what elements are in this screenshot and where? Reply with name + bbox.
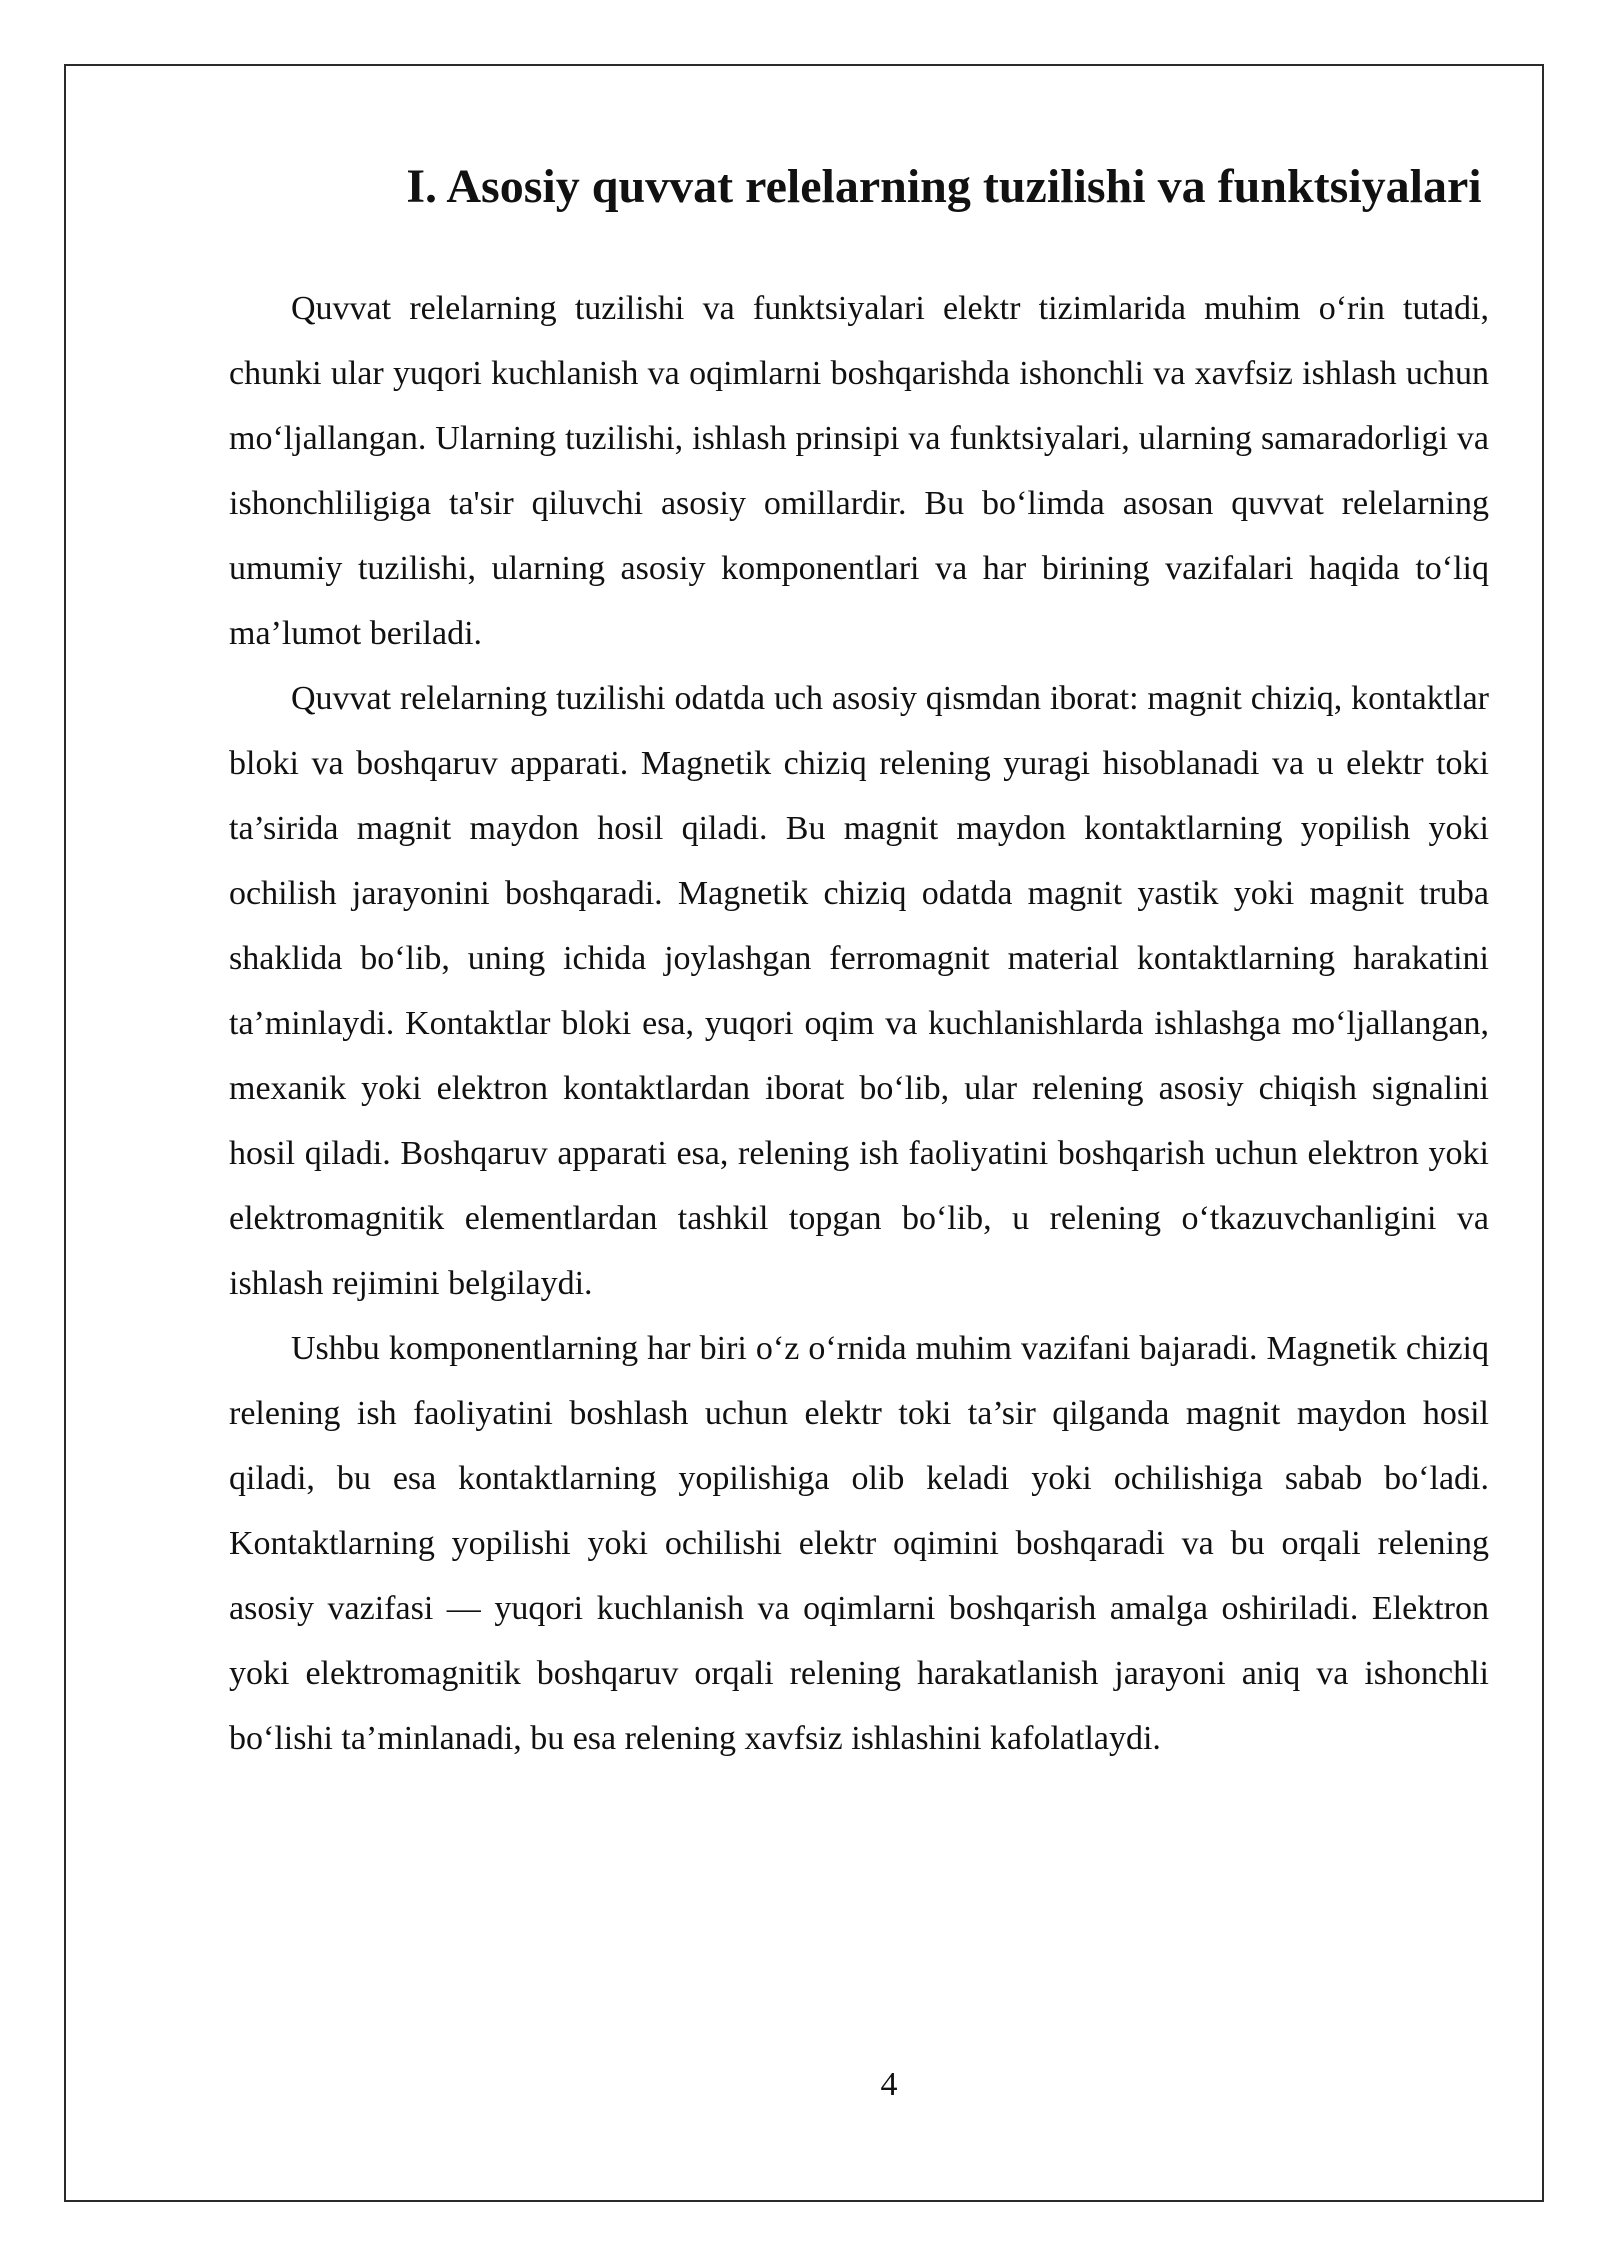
paragraph-3: Ushbu komponentlarning har biri o‘z o‘rnida muhim vazifani bajaradi. Magnetik chiziq relening ish faoliyatini boshlash uchun elektr toki ta’sir qilganda magnit maydon hosil qiladi, bu esa kontaktlarning yopilishiga olib keladi yoki ochilishiga sabab bo‘ladi. Kontaktlarning yopilishi yoki ochilishi elektr oqimini boshqaradi va bu orqali relening asosiy vazifasi — yuqori kuchlanish va oqimlarni boshqarish amalga oshiriladi. Elektron yoki elektromagnitik boshqaruv orqali relening harakatlanish jarayoni aniq va ishonchli bo‘lishi ta’minlanadi, bu esa relening xavfsiz ishlashini kafolatlaydi. (229, 1330, 1489, 1757)
paragraph-1: Quvvat relelarning tuzilishi va funktsiyalari elektr tizimlarida muhim o‘rin tutadi, chunki ular yuqori kuchlanish va oqimlarni boshqarishda ishonchli va xavfsiz ishlash uchun mo‘ljallangan. Ularning tuzilishi, ishlash prinsipi va funktsiyalari, ularning samaradorligi va ishonchliligiga ta'sir qiluvchi asosiy omillardir. Bu bo‘limda asosan quvvat relelarning umumiy tuzilishi, ularning asosiy komponentlari va har birining vazifalari haqida to‘liq ma’lumot beriladi. (229, 290, 1489, 652)
body-text (229, 276, 1489, 1771)
page-number: 4 (880, 2066, 898, 2103)
paragraph-2: Quvvat relelarning tuzilishi odatda uch asosiy qismdan iborat: magnit chiziq, kontaktlar bloki va boshqaruv apparati. Magnetik chiziq relening yuragi hisoblanadi va u elektr toki ta’sirida magnit maydon hosil qiladi. Bu magnit maydon kontaktlarning yopilish yoki ochilish jarayonini boshqaradi. Magnetik chiziq odatda magnit yastik yoki magnit truba shaklida bo‘lib, uning ichida joylashgan ferromagnit material kontaktlarning harakatini ta’minlaydi. Kontaktlar bloki esa, yuqori oqim va kuchlanishlarda ishlashga mo‘ljallangan, mexanik yoki elektron kontaktlardan iborat bo‘lib, ular relening asosiy chiqish signalini hosil qiladi. Boshqaruv apparati esa, relening ish faoliyatini boshqarish uchun elektron yoki elektromagnitik elementlardan tashkil topgan bo‘lib, u relening o‘tkazuvchanligini va ishlash rejimini belgilaydi. (229, 680, 1489, 1302)
document-content (229, 140, 1489, 1771)
section-title: I. Asosiy quvvat relelarning tuzilishi va funktsiyalari (406, 160, 1482, 213)
